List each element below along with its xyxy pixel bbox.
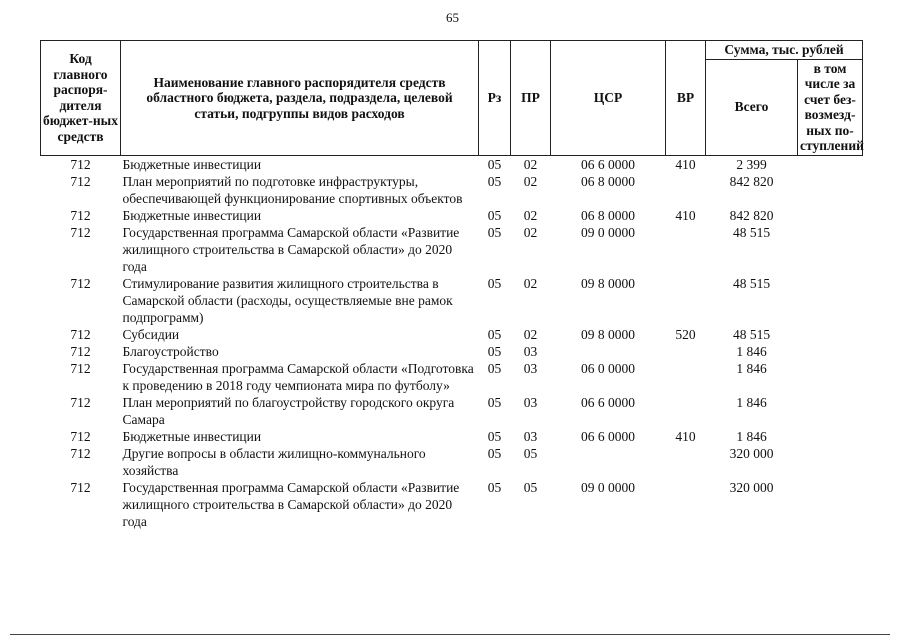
cell-incl bbox=[798, 445, 863, 479]
table-row bbox=[41, 326, 863, 343]
cell-name: План мероприятий по подготовке инфраструктуры, обеспечивающей функционирование спортивных объектов bbox=[122, 173, 463, 206]
cell-pr: 02 bbox=[523, 326, 538, 342]
cell-total: 1 846 bbox=[736, 360, 767, 376]
cell-csr: 06 6 0000 bbox=[581, 156, 635, 172]
budget-table bbox=[40, 40, 863, 530]
cell-rz: 05 bbox=[487, 360, 502, 376]
cell-total: 320 000 bbox=[729, 445, 774, 461]
cell-rz: 05 bbox=[487, 156, 502, 172]
table-row bbox=[41, 224, 863, 275]
cell-csr: 09 8 0000 bbox=[581, 275, 635, 291]
page-number: 65 bbox=[446, 10, 459, 25]
cell-incl bbox=[798, 173, 863, 207]
cell-incl bbox=[798, 207, 863, 224]
cell-vr: 410 bbox=[675, 428, 696, 444]
header-incl: в том числе за счет без-возмезд-ных по-ступлений bbox=[798, 59, 863, 155]
cell-pr: 02 bbox=[523, 173, 538, 189]
table-body bbox=[41, 155, 863, 530]
header-sum: Сумма, тыс. рублей bbox=[706, 41, 863, 60]
cell-csr: 06 8 0000 bbox=[581, 173, 635, 189]
cell-pr: 03 bbox=[523, 343, 538, 359]
cell-incl bbox=[798, 155, 863, 173]
cell-rz: 05 bbox=[487, 445, 502, 461]
table-row bbox=[41, 360, 863, 394]
table-row bbox=[41, 173, 863, 207]
header-total: Всего bbox=[706, 59, 798, 155]
cell-code: 712 bbox=[70, 156, 91, 172]
cell-csr: 06 0 0000 bbox=[581, 360, 635, 376]
cell-total: 320 000 bbox=[729, 479, 774, 495]
cell-rz: 05 bbox=[487, 224, 502, 240]
cell-total: 1 846 bbox=[736, 394, 767, 410]
cell-name: Стимулирование развития жилищного строительства в Самарской области (расходы, осуществляемые вне рамок подпрограмм) bbox=[122, 275, 453, 325]
cell-code: 712 bbox=[70, 326, 91, 342]
cell-rz: 05 bbox=[487, 343, 502, 359]
cell-rz: 05 bbox=[487, 275, 502, 291]
table-row bbox=[41, 275, 863, 326]
cell-name: Государственная программа Самарской области «Развитие жилищного строительства в Самарской области» до 2020 года bbox=[122, 224, 460, 274]
cell-rz: 05 bbox=[487, 173, 502, 189]
header-rz: Рз bbox=[479, 41, 511, 156]
cell-name: Другие вопросы в области жилищно-коммунального хозяйства bbox=[122, 445, 426, 478]
cell-vr bbox=[666, 360, 706, 394]
cell-name: Благоустройство bbox=[122, 343, 219, 359]
cell-code: 712 bbox=[70, 207, 91, 223]
table-row bbox=[41, 394, 863, 428]
cell-vr bbox=[666, 445, 706, 479]
cell-csr: 06 8 0000 bbox=[581, 207, 635, 223]
cell-rz: 05 bbox=[487, 394, 502, 410]
cell-vr: 410 bbox=[675, 207, 696, 223]
cell-csr: 09 0 0000 bbox=[581, 479, 635, 495]
cell-rz: 05 bbox=[487, 207, 502, 223]
cell-name: Субсидии bbox=[122, 326, 180, 342]
cell-rz: 05 bbox=[487, 479, 502, 495]
cell-code: 712 bbox=[70, 173, 91, 189]
header-name: Наименование главного распорядителя средств областного бюджета, раздела, подраздела, целевой статьи, подгруппы видов расходов bbox=[121, 41, 479, 156]
cell-incl bbox=[798, 224, 863, 275]
cell-code: 712 bbox=[70, 445, 91, 461]
cell-total: 842 820 bbox=[729, 207, 774, 223]
cell-incl bbox=[798, 326, 863, 343]
cell-vr bbox=[666, 343, 706, 360]
cell-code: 712 bbox=[70, 394, 91, 410]
cell-incl bbox=[798, 428, 863, 445]
cell-incl bbox=[798, 479, 863, 530]
cell-csr bbox=[551, 445, 666, 479]
cell-incl bbox=[798, 360, 863, 394]
cell-pr: 02 bbox=[523, 224, 538, 240]
cell-rz: 05 bbox=[487, 326, 502, 342]
cell-code: 712 bbox=[70, 275, 91, 291]
cell-pr: 03 bbox=[523, 360, 538, 376]
cell-pr: 05 bbox=[523, 479, 538, 495]
table-row bbox=[41, 207, 863, 224]
header-pr: ПР bbox=[511, 41, 551, 156]
cell-vr bbox=[666, 275, 706, 326]
cell-total: 1 846 bbox=[736, 343, 767, 359]
table-row bbox=[41, 428, 863, 445]
cell-csr bbox=[551, 343, 666, 360]
cell-total: 48 515 bbox=[732, 224, 771, 240]
cell-code: 712 bbox=[70, 224, 91, 240]
header-code: Код главного распоря-дителя бюджет-ных средств bbox=[41, 41, 121, 156]
cell-incl bbox=[798, 343, 863, 360]
cell-incl bbox=[798, 275, 863, 326]
cell-pr: 03 bbox=[523, 428, 538, 444]
cell-total: 2 399 bbox=[736, 156, 767, 172]
cell-pr: 05 bbox=[523, 445, 538, 461]
table-row bbox=[41, 343, 863, 360]
cell-name: Бюджетные инвестиции bbox=[122, 156, 262, 172]
cell-csr: 06 6 0000 bbox=[581, 394, 635, 410]
cell-code: 712 bbox=[70, 343, 91, 359]
cell-incl bbox=[798, 394, 863, 428]
cell-vr bbox=[666, 479, 706, 530]
cell-name: Бюджетные инвестиции bbox=[122, 428, 262, 444]
cell-name: План мероприятий по благоустройству городского округа Самара bbox=[122, 394, 455, 427]
cell-vr: 520 bbox=[675, 326, 696, 342]
cell-pr: 03 bbox=[523, 394, 538, 410]
table-row bbox=[41, 445, 863, 479]
cell-vr bbox=[666, 224, 706, 275]
cell-total: 48 515 bbox=[732, 326, 771, 342]
cell-pr: 02 bbox=[523, 207, 538, 223]
cell-name: Государственная программа Самарской области «Подготовка к проведению в 2018 году чемпионата мира по футболу» bbox=[122, 360, 474, 393]
cell-vr bbox=[666, 173, 706, 207]
cell-code: 712 bbox=[70, 360, 91, 376]
cell-pr: 02 bbox=[523, 275, 538, 291]
cell-pr: 02 bbox=[523, 156, 538, 172]
cell-total: 48 515 bbox=[732, 275, 771, 291]
header-vr: ВР bbox=[666, 41, 706, 156]
cell-csr: 09 0 0000 bbox=[581, 224, 635, 240]
cell-total: 842 820 bbox=[729, 173, 774, 189]
cell-vr: 410 bbox=[675, 156, 696, 172]
table-row bbox=[41, 479, 863, 530]
table-header bbox=[41, 41, 863, 156]
table-row bbox=[41, 155, 863, 173]
cell-vr bbox=[666, 394, 706, 428]
cell-code: 712 bbox=[70, 479, 91, 495]
cell-name: Государственная программа Самарской области «Развитие жилищного строительства в Самарской области» до 2020 года bbox=[122, 479, 460, 529]
cell-name: Бюджетные инвестиции bbox=[122, 207, 262, 223]
bottom-rule bbox=[10, 634, 890, 635]
cell-code: 712 bbox=[70, 428, 91, 444]
cell-rz: 05 bbox=[487, 428, 502, 444]
header-csr: ЦСР bbox=[551, 41, 666, 156]
cell-csr: 09 8 0000 bbox=[581, 326, 635, 342]
cell-csr: 06 6 0000 bbox=[581, 428, 635, 444]
cell-total: 1 846 bbox=[736, 428, 767, 444]
